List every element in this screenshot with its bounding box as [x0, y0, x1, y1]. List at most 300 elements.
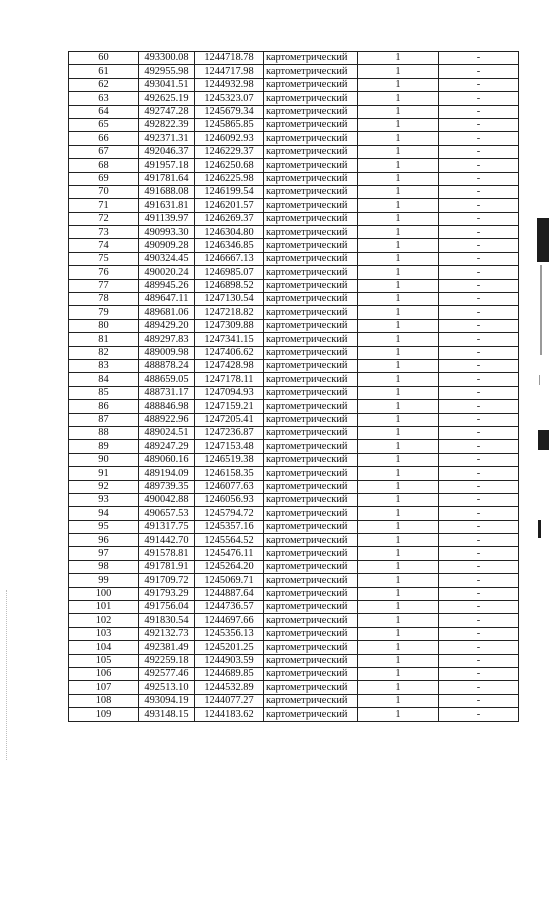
note-cell: -: [439, 480, 519, 493]
x-coordinate-cell: 491793.29: [139, 587, 195, 600]
table-row: [69, 92, 519, 105]
method-cell: картометрический: [264, 212, 358, 225]
method-cell: картометрический: [264, 400, 358, 413]
table-row: [69, 614, 519, 627]
x-coordinate-cell: 489009.98: [139, 346, 195, 359]
method-cell: картометрический: [264, 172, 358, 185]
table-row: [69, 627, 519, 640]
note-cell: -: [439, 601, 519, 614]
note-cell: -: [439, 266, 519, 279]
accuracy-cell: 1: [358, 145, 439, 158]
x-coordinate-cell: 492513.10: [139, 681, 195, 694]
method-cell: картометрический: [264, 92, 358, 105]
y-coordinate-cell: 1244697.66: [195, 614, 264, 627]
accuracy-cell: 1: [358, 708, 439, 721]
y-coordinate-cell: 1246201.57: [195, 199, 264, 212]
accuracy-cell: 1: [358, 279, 439, 292]
note-cell: -: [439, 534, 519, 547]
method-cell: картометрический: [264, 480, 358, 493]
point-number-cell: 84: [69, 373, 139, 386]
method-cell: картометрический: [264, 534, 358, 547]
y-coordinate-cell: 1246898.52: [195, 279, 264, 292]
accuracy-cell: 1: [358, 667, 439, 680]
note-cell: -: [439, 199, 519, 212]
note-cell: -: [439, 92, 519, 105]
y-coordinate-cell: 1245794.72: [195, 507, 264, 520]
x-coordinate-cell: 488922.96: [139, 413, 195, 426]
x-coordinate-cell: 492371.31: [139, 132, 195, 145]
note-cell: -: [439, 560, 519, 573]
scan-artifact: [539, 375, 540, 385]
accuracy-cell: 1: [358, 440, 439, 453]
point-number-cell: 77: [69, 279, 139, 292]
y-coordinate-cell: 1246092.93: [195, 132, 264, 145]
y-coordinate-cell: 1246269.37: [195, 212, 264, 225]
accuracy-cell: 1: [358, 627, 439, 640]
method-cell: картометрический: [264, 667, 358, 680]
point-number-cell: 75: [69, 252, 139, 265]
note-cell: -: [439, 252, 519, 265]
point-number-cell: 97: [69, 547, 139, 560]
table-row: [69, 252, 519, 265]
x-coordinate-cell: 491781.91: [139, 560, 195, 573]
note-cell: -: [439, 279, 519, 292]
table-row: [69, 507, 519, 520]
note-cell: -: [439, 159, 519, 172]
x-coordinate-cell: 491830.54: [139, 614, 195, 627]
table-row: [69, 386, 519, 399]
table-row: [69, 279, 519, 292]
table-row: [69, 212, 519, 225]
point-number-cell: 82: [69, 346, 139, 359]
note-cell: -: [439, 426, 519, 439]
y-coordinate-cell: 1244887.64: [195, 587, 264, 600]
point-number-cell: 65: [69, 118, 139, 131]
table-row: [69, 359, 519, 372]
point-number-cell: 90: [69, 453, 139, 466]
note-cell: -: [439, 708, 519, 721]
y-coordinate-cell: 1245865.85: [195, 118, 264, 131]
method-cell: картометрический: [264, 493, 358, 506]
point-number-cell: 62: [69, 78, 139, 91]
method-cell: картометрический: [264, 373, 358, 386]
x-coordinate-cell: 490909.28: [139, 239, 195, 252]
point-number-cell: 74: [69, 239, 139, 252]
y-coordinate-cell: 1247178.11: [195, 373, 264, 386]
method-cell: картометрический: [264, 346, 358, 359]
accuracy-cell: 1: [358, 534, 439, 547]
accuracy-cell: 1: [358, 159, 439, 172]
method-cell: картометрический: [264, 614, 358, 627]
note-cell: -: [439, 413, 519, 426]
y-coordinate-cell: 1244077.27: [195, 694, 264, 707]
method-cell: картометрический: [264, 293, 358, 306]
table-row: [69, 52, 519, 65]
table-row: [69, 118, 519, 131]
x-coordinate-cell: 491317.75: [139, 520, 195, 533]
accuracy-cell: 1: [358, 467, 439, 480]
method-cell: картометрический: [264, 252, 358, 265]
y-coordinate-cell: 1245476.11: [195, 547, 264, 560]
accuracy-cell: 1: [358, 319, 439, 332]
table-row: [69, 373, 519, 386]
y-coordinate-cell: 1247406.62: [195, 346, 264, 359]
x-coordinate-cell: 491631.81: [139, 199, 195, 212]
accuracy-cell: 1: [358, 520, 439, 533]
point-number-cell: 102: [69, 614, 139, 627]
method-cell: картометрический: [264, 440, 358, 453]
method-cell: картометрический: [264, 266, 358, 279]
accuracy-cell: 1: [358, 453, 439, 466]
point-number-cell: 94: [69, 507, 139, 520]
y-coordinate-cell: 1246346.85: [195, 239, 264, 252]
table-row: [69, 453, 519, 466]
x-coordinate-cell: 492625.19: [139, 92, 195, 105]
y-coordinate-cell: 1244689.85: [195, 667, 264, 680]
y-coordinate-cell: 1246985.07: [195, 266, 264, 279]
x-coordinate-cell: 489681.06: [139, 306, 195, 319]
table-row: [69, 426, 519, 439]
x-coordinate-cell: 493300.08: [139, 52, 195, 65]
accuracy-cell: 1: [358, 105, 439, 118]
point-number-cell: 96: [69, 534, 139, 547]
table-row: [69, 547, 519, 560]
accuracy-cell: 1: [358, 587, 439, 600]
y-coordinate-cell: 1247205.41: [195, 413, 264, 426]
point-number-cell: 95: [69, 520, 139, 533]
method-cell: картометрический: [264, 641, 358, 654]
point-number-cell: 87: [69, 413, 139, 426]
x-coordinate-cell: 489945.26: [139, 279, 195, 292]
point-number-cell: 89: [69, 440, 139, 453]
point-number-cell: 64: [69, 105, 139, 118]
point-number-cell: 107: [69, 681, 139, 694]
accuracy-cell: 1: [358, 266, 439, 279]
table-row: [69, 145, 519, 158]
method-cell: картометрический: [264, 601, 358, 614]
point-number-cell: 63: [69, 92, 139, 105]
y-coordinate-cell: 1246667.13: [195, 252, 264, 265]
point-number-cell: 69: [69, 172, 139, 185]
method-cell: картометрический: [264, 507, 358, 520]
x-coordinate-cell: 492259.18: [139, 654, 195, 667]
note-cell: -: [439, 212, 519, 225]
table-row: [69, 667, 519, 680]
note-cell: -: [439, 614, 519, 627]
y-coordinate-cell: 1246199.54: [195, 185, 264, 198]
table-row: [69, 708, 519, 721]
note-cell: -: [439, 359, 519, 372]
accuracy-cell: 1: [358, 306, 439, 319]
table-row: [69, 654, 519, 667]
x-coordinate-cell: 489247.29: [139, 440, 195, 453]
point-number-cell: 99: [69, 574, 139, 587]
method-cell: картометрический: [264, 306, 358, 319]
table-row: [69, 346, 519, 359]
x-coordinate-cell: 491578.81: [139, 547, 195, 560]
accuracy-cell: 1: [358, 574, 439, 587]
scan-artifact: [538, 520, 541, 538]
y-coordinate-cell: 1246250.68: [195, 159, 264, 172]
point-number-cell: 72: [69, 212, 139, 225]
point-number-cell: 67: [69, 145, 139, 158]
note-cell: -: [439, 346, 519, 359]
method-cell: картометрический: [264, 159, 358, 172]
x-coordinate-cell: 493041.51: [139, 78, 195, 91]
x-coordinate-cell: 492955.98: [139, 65, 195, 78]
y-coordinate-cell: 1246056.93: [195, 493, 264, 506]
method-cell: картометрический: [264, 105, 358, 118]
accuracy-cell: 1: [358, 560, 439, 573]
x-coordinate-cell: 488659.05: [139, 373, 195, 386]
note-cell: -: [439, 52, 519, 65]
accuracy-cell: 1: [358, 132, 439, 145]
point-number-cell: 91: [69, 467, 139, 480]
note-cell: -: [439, 132, 519, 145]
point-number-cell: 104: [69, 641, 139, 654]
accuracy-cell: 1: [358, 547, 439, 560]
coordinates-table-body: [69, 52, 519, 722]
note-cell: -: [439, 306, 519, 319]
x-coordinate-cell: 491442.70: [139, 534, 195, 547]
note-cell: -: [439, 574, 519, 587]
point-number-cell: 98: [69, 560, 139, 573]
method-cell: картометрический: [264, 520, 358, 533]
point-number-cell: 106: [69, 667, 139, 680]
method-cell: картометрический: [264, 333, 358, 346]
note-cell: -: [439, 319, 519, 332]
accuracy-cell: 1: [358, 493, 439, 506]
note-cell: -: [439, 172, 519, 185]
accuracy-cell: 1: [358, 78, 439, 91]
table-row: [69, 185, 519, 198]
table-row: [69, 534, 519, 547]
y-coordinate-cell: 1246077.63: [195, 480, 264, 493]
accuracy-cell: 1: [358, 226, 439, 239]
y-coordinate-cell: 1244903.59: [195, 654, 264, 667]
y-coordinate-cell: 1246304.80: [195, 226, 264, 239]
note-cell: -: [439, 145, 519, 158]
y-coordinate-cell: 1245069.71: [195, 574, 264, 587]
point-number-cell: 103: [69, 627, 139, 640]
table-row: [69, 172, 519, 185]
method-cell: картометрический: [264, 426, 358, 439]
x-coordinate-cell: 491957.18: [139, 159, 195, 172]
method-cell: картометрический: [264, 199, 358, 212]
y-coordinate-cell: 1245356.13: [195, 627, 264, 640]
table-row: [69, 413, 519, 426]
note-cell: -: [439, 467, 519, 480]
y-coordinate-cell: 1245201.25: [195, 641, 264, 654]
accuracy-cell: 1: [358, 413, 439, 426]
y-coordinate-cell: 1244736.57: [195, 601, 264, 614]
note-cell: -: [439, 185, 519, 198]
point-number-cell: 76: [69, 266, 139, 279]
x-coordinate-cell: 488731.17: [139, 386, 195, 399]
y-coordinate-cell: 1245264.20: [195, 560, 264, 573]
x-coordinate-cell: 491688.08: [139, 185, 195, 198]
note-cell: -: [439, 78, 519, 91]
point-number-cell: 81: [69, 333, 139, 346]
scan-artifact: [538, 430, 549, 450]
accuracy-cell: 1: [358, 118, 439, 131]
y-coordinate-cell: 1244932.98: [195, 78, 264, 91]
x-coordinate-cell: 490993.30: [139, 226, 195, 239]
point-number-cell: 108: [69, 694, 139, 707]
method-cell: картометрический: [264, 587, 358, 600]
table-row: [69, 587, 519, 600]
note-cell: -: [439, 293, 519, 306]
table-row: [69, 333, 519, 346]
note-cell: -: [439, 547, 519, 560]
method-cell: картометрический: [264, 413, 358, 426]
table-row: [69, 467, 519, 480]
method-cell: картометрический: [264, 627, 358, 640]
method-cell: картометрический: [264, 574, 358, 587]
y-coordinate-cell: 1247218.82: [195, 306, 264, 319]
accuracy-cell: 1: [358, 333, 439, 346]
method-cell: картометрический: [264, 78, 358, 91]
scan-artifact: [537, 218, 549, 262]
accuracy-cell: 1: [358, 694, 439, 707]
method-cell: картометрический: [264, 319, 358, 332]
accuracy-cell: 1: [358, 52, 439, 65]
point-number-cell: 109: [69, 708, 139, 721]
y-coordinate-cell: 1247341.15: [195, 333, 264, 346]
point-number-cell: 100: [69, 587, 139, 600]
y-coordinate-cell: 1246158.35: [195, 467, 264, 480]
table-row: [69, 306, 519, 319]
table-row: [69, 493, 519, 506]
accuracy-cell: 1: [358, 681, 439, 694]
y-coordinate-cell: 1247153.48: [195, 440, 264, 453]
y-coordinate-cell: 1244183.62: [195, 708, 264, 721]
accuracy-cell: 1: [358, 346, 439, 359]
table-row: [69, 159, 519, 172]
note-cell: -: [439, 65, 519, 78]
accuracy-cell: 1: [358, 252, 439, 265]
method-cell: картометрический: [264, 279, 358, 292]
table-row: [69, 641, 519, 654]
point-number-cell: 88: [69, 426, 139, 439]
table-row: [69, 319, 519, 332]
x-coordinate-cell: 490657.53: [139, 507, 195, 520]
method-cell: картометрический: [264, 681, 358, 694]
y-coordinate-cell: 1244532.89: [195, 681, 264, 694]
x-coordinate-cell: 489297.83: [139, 333, 195, 346]
accuracy-cell: 1: [358, 172, 439, 185]
note-cell: -: [439, 226, 519, 239]
note-cell: -: [439, 587, 519, 600]
y-coordinate-cell: 1246225.98: [195, 172, 264, 185]
x-coordinate-cell: 492381.49: [139, 641, 195, 654]
table-row: [69, 574, 519, 587]
x-coordinate-cell: 490042.88: [139, 493, 195, 506]
method-cell: картометрический: [264, 453, 358, 466]
table-row: [69, 226, 519, 239]
note-cell: -: [439, 386, 519, 399]
point-number-cell: 79: [69, 306, 139, 319]
x-coordinate-cell: 489024.51: [139, 426, 195, 439]
table-row: [69, 293, 519, 306]
point-number-cell: 93: [69, 493, 139, 506]
x-coordinate-cell: 488878.24: [139, 359, 195, 372]
point-number-cell: 83: [69, 359, 139, 372]
accuracy-cell: 1: [358, 507, 439, 520]
x-coordinate-cell: 491139.97: [139, 212, 195, 225]
method-cell: картометрический: [264, 467, 358, 480]
table-row: [69, 105, 519, 118]
x-coordinate-cell: 489739.35: [139, 480, 195, 493]
accuracy-cell: 1: [358, 480, 439, 493]
method-cell: картометрический: [264, 52, 358, 65]
table-row: [69, 694, 519, 707]
table-row: [69, 560, 519, 573]
table-row: [69, 480, 519, 493]
accuracy-cell: 1: [358, 373, 439, 386]
method-cell: картометрический: [264, 708, 358, 721]
note-cell: -: [439, 373, 519, 386]
y-coordinate-cell: 1244718.78: [195, 52, 264, 65]
accuracy-cell: 1: [358, 293, 439, 306]
accuracy-cell: 1: [358, 641, 439, 654]
y-coordinate-cell: 1247309.88: [195, 319, 264, 332]
method-cell: картометрический: [264, 65, 358, 78]
table-row: [69, 400, 519, 413]
accuracy-cell: 1: [358, 199, 439, 212]
x-coordinate-cell: 491781.64: [139, 172, 195, 185]
note-cell: -: [439, 440, 519, 453]
table-row: [69, 601, 519, 614]
x-coordinate-cell: 491709.72: [139, 574, 195, 587]
method-cell: картометрический: [264, 560, 358, 573]
y-coordinate-cell: 1247094.93: [195, 386, 264, 399]
point-number-cell: 80: [69, 319, 139, 332]
table-row: [69, 266, 519, 279]
x-coordinate-cell: 493148.15: [139, 708, 195, 721]
accuracy-cell: 1: [358, 239, 439, 252]
note-cell: -: [439, 694, 519, 707]
point-number-cell: 60: [69, 52, 139, 65]
x-coordinate-cell: 492822.39: [139, 118, 195, 131]
method-cell: картометрический: [264, 386, 358, 399]
x-coordinate-cell: 493094.19: [139, 694, 195, 707]
x-coordinate-cell: 489060.16: [139, 453, 195, 466]
accuracy-cell: 1: [358, 65, 439, 78]
method-cell: картометрический: [264, 118, 358, 131]
x-coordinate-cell: 490020.24: [139, 266, 195, 279]
table-row: [69, 440, 519, 453]
table-row: [69, 199, 519, 212]
table-row: [69, 132, 519, 145]
table-row: [69, 65, 519, 78]
scan-artifact: [540, 265, 542, 355]
x-coordinate-cell: 491756.04: [139, 601, 195, 614]
point-number-cell: 105: [69, 654, 139, 667]
accuracy-cell: 1: [358, 614, 439, 627]
point-number-cell: 92: [69, 480, 139, 493]
method-cell: картометрический: [264, 694, 358, 707]
method-cell: картометрический: [264, 239, 358, 252]
x-coordinate-cell: 492747.28: [139, 105, 195, 118]
point-number-cell: 86: [69, 400, 139, 413]
note-cell: -: [439, 507, 519, 520]
method-cell: картометрический: [264, 145, 358, 158]
y-coordinate-cell: 1245357.16: [195, 520, 264, 533]
x-coordinate-cell: 489647.11: [139, 293, 195, 306]
note-cell: -: [439, 400, 519, 413]
point-number-cell: 101: [69, 601, 139, 614]
